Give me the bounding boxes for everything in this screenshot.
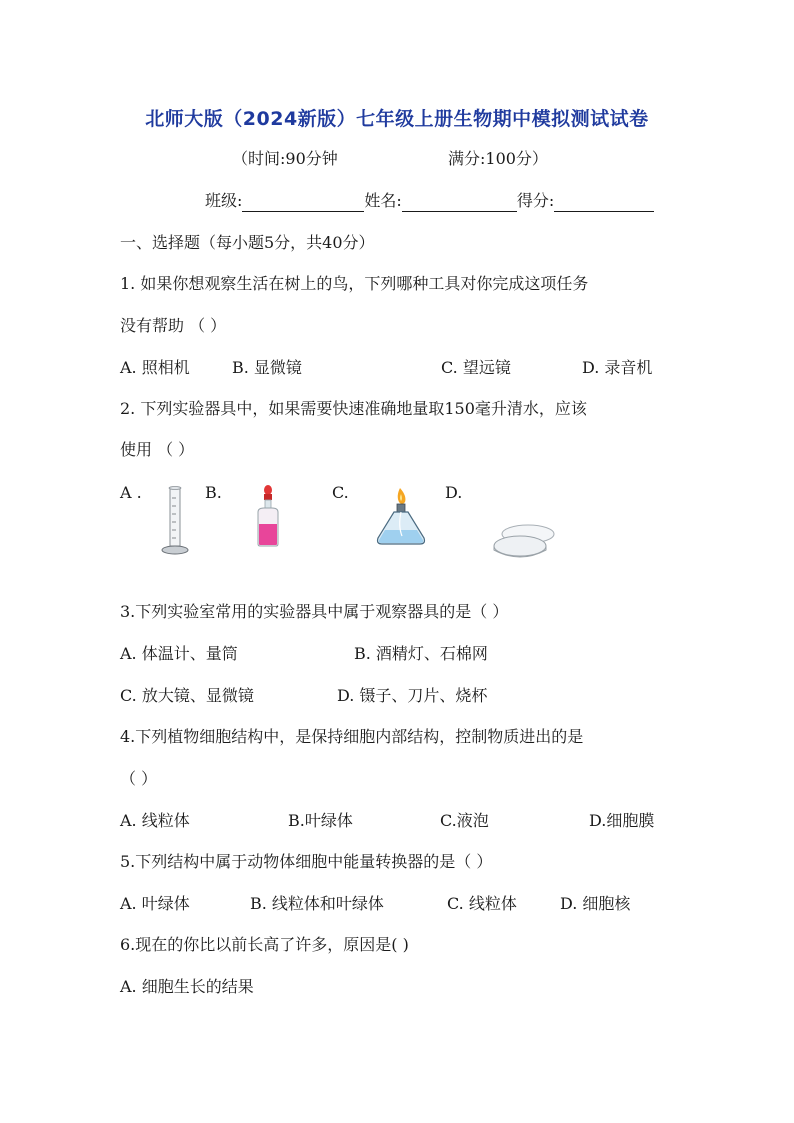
q2-option-c: C. [332, 483, 349, 502]
petri-dish-icon [490, 520, 562, 562]
q2-stem-line2: 使用 （ ） [120, 440, 195, 459]
class-label: 班级: [205, 191, 243, 210]
q5-option-a: A. 叶绿体 [120, 894, 190, 913]
q3-option-b: B. 酒精灯、石棉网 [354, 644, 488, 663]
page-title: 北师大版（2024新版）七年级上册生物期中模拟测试试卷 [145, 108, 649, 130]
q2-option-b: B. [205, 483, 222, 502]
q1-option-b: B. 显微镜 [232, 358, 302, 377]
q5-option-d: D. 细胞核 [560, 894, 631, 913]
q2-option-d: D. [445, 483, 463, 502]
q5-option-b: B. 线粒体和叶绿体 [250, 894, 384, 913]
grade-label: 得分: [516, 191, 555, 210]
q4-stem-line2: （ ） [120, 769, 158, 788]
q2-option-a: A . [120, 483, 142, 502]
q1-option-d: D. 录音机 [582, 358, 653, 377]
exam-score: 满分:100分） [448, 149, 548, 168]
q4-option-c: C.液泡 [440, 811, 489, 830]
q4-option-d: D.细胞膜 [589, 811, 655, 830]
q3-option-a: A. 体温计、量筒 [120, 644, 238, 663]
q1-option-a: A. 照相机 [120, 358, 190, 377]
q1-stem-line2: 没有帮助 （ ） [120, 316, 227, 335]
q6-stem: 6.现在的你比以前长高了许多，原因是( ) [120, 935, 409, 954]
grade-blank[interactable] [554, 193, 654, 212]
dropper-bottle-icon [250, 484, 286, 550]
q3-option-c: C. 放大镜、显微镜 [120, 686, 254, 705]
name-label: 姓名: [364, 191, 402, 210]
q1-option-c: C. 望远镜 [441, 358, 511, 377]
name-blank[interactable] [402, 193, 517, 212]
student-info-row [205, 190, 654, 212]
q4-option-b: B.叶绿体 [288, 811, 353, 830]
section-heading: 一、选择题（每小题5分，共40分） [120, 233, 375, 252]
graduated-cylinder-icon [158, 486, 194, 556]
exam-time: （时间:90分钟 [232, 149, 338, 168]
class-blank[interactable] [242, 193, 364, 212]
q1-stem-line1: 1. 如果你想观察生活在树上的鸟，下列哪种工具对你完成这项任务 [120, 274, 589, 293]
q5-option-c: C. 线粒体 [447, 894, 517, 913]
q6-option-a: A. 细胞生长的结果 [120, 977, 254, 996]
alcohol-lamp-icon [372, 486, 432, 550]
q4-stem-line1: 4.下列植物细胞结构中，是保持细胞内部结构，控制物质进出的是 [120, 727, 584, 746]
q4-option-a: A. 线粒体 [120, 811, 190, 830]
q3-option-d: D. 镊子、刀片、烧杯 [337, 686, 488, 705]
q2-stem-line1: 2. 下列实验器具中，如果需要快速准确地量取150毫升清水，应该 [120, 399, 587, 418]
q5-stem: 5.下列结构中属于动物体细胞中能量转换器的是（ ） [120, 852, 493, 871]
q3-stem: 3.下列实验室常用的实验器具中属于观察器具的是（ ） [120, 602, 509, 621]
